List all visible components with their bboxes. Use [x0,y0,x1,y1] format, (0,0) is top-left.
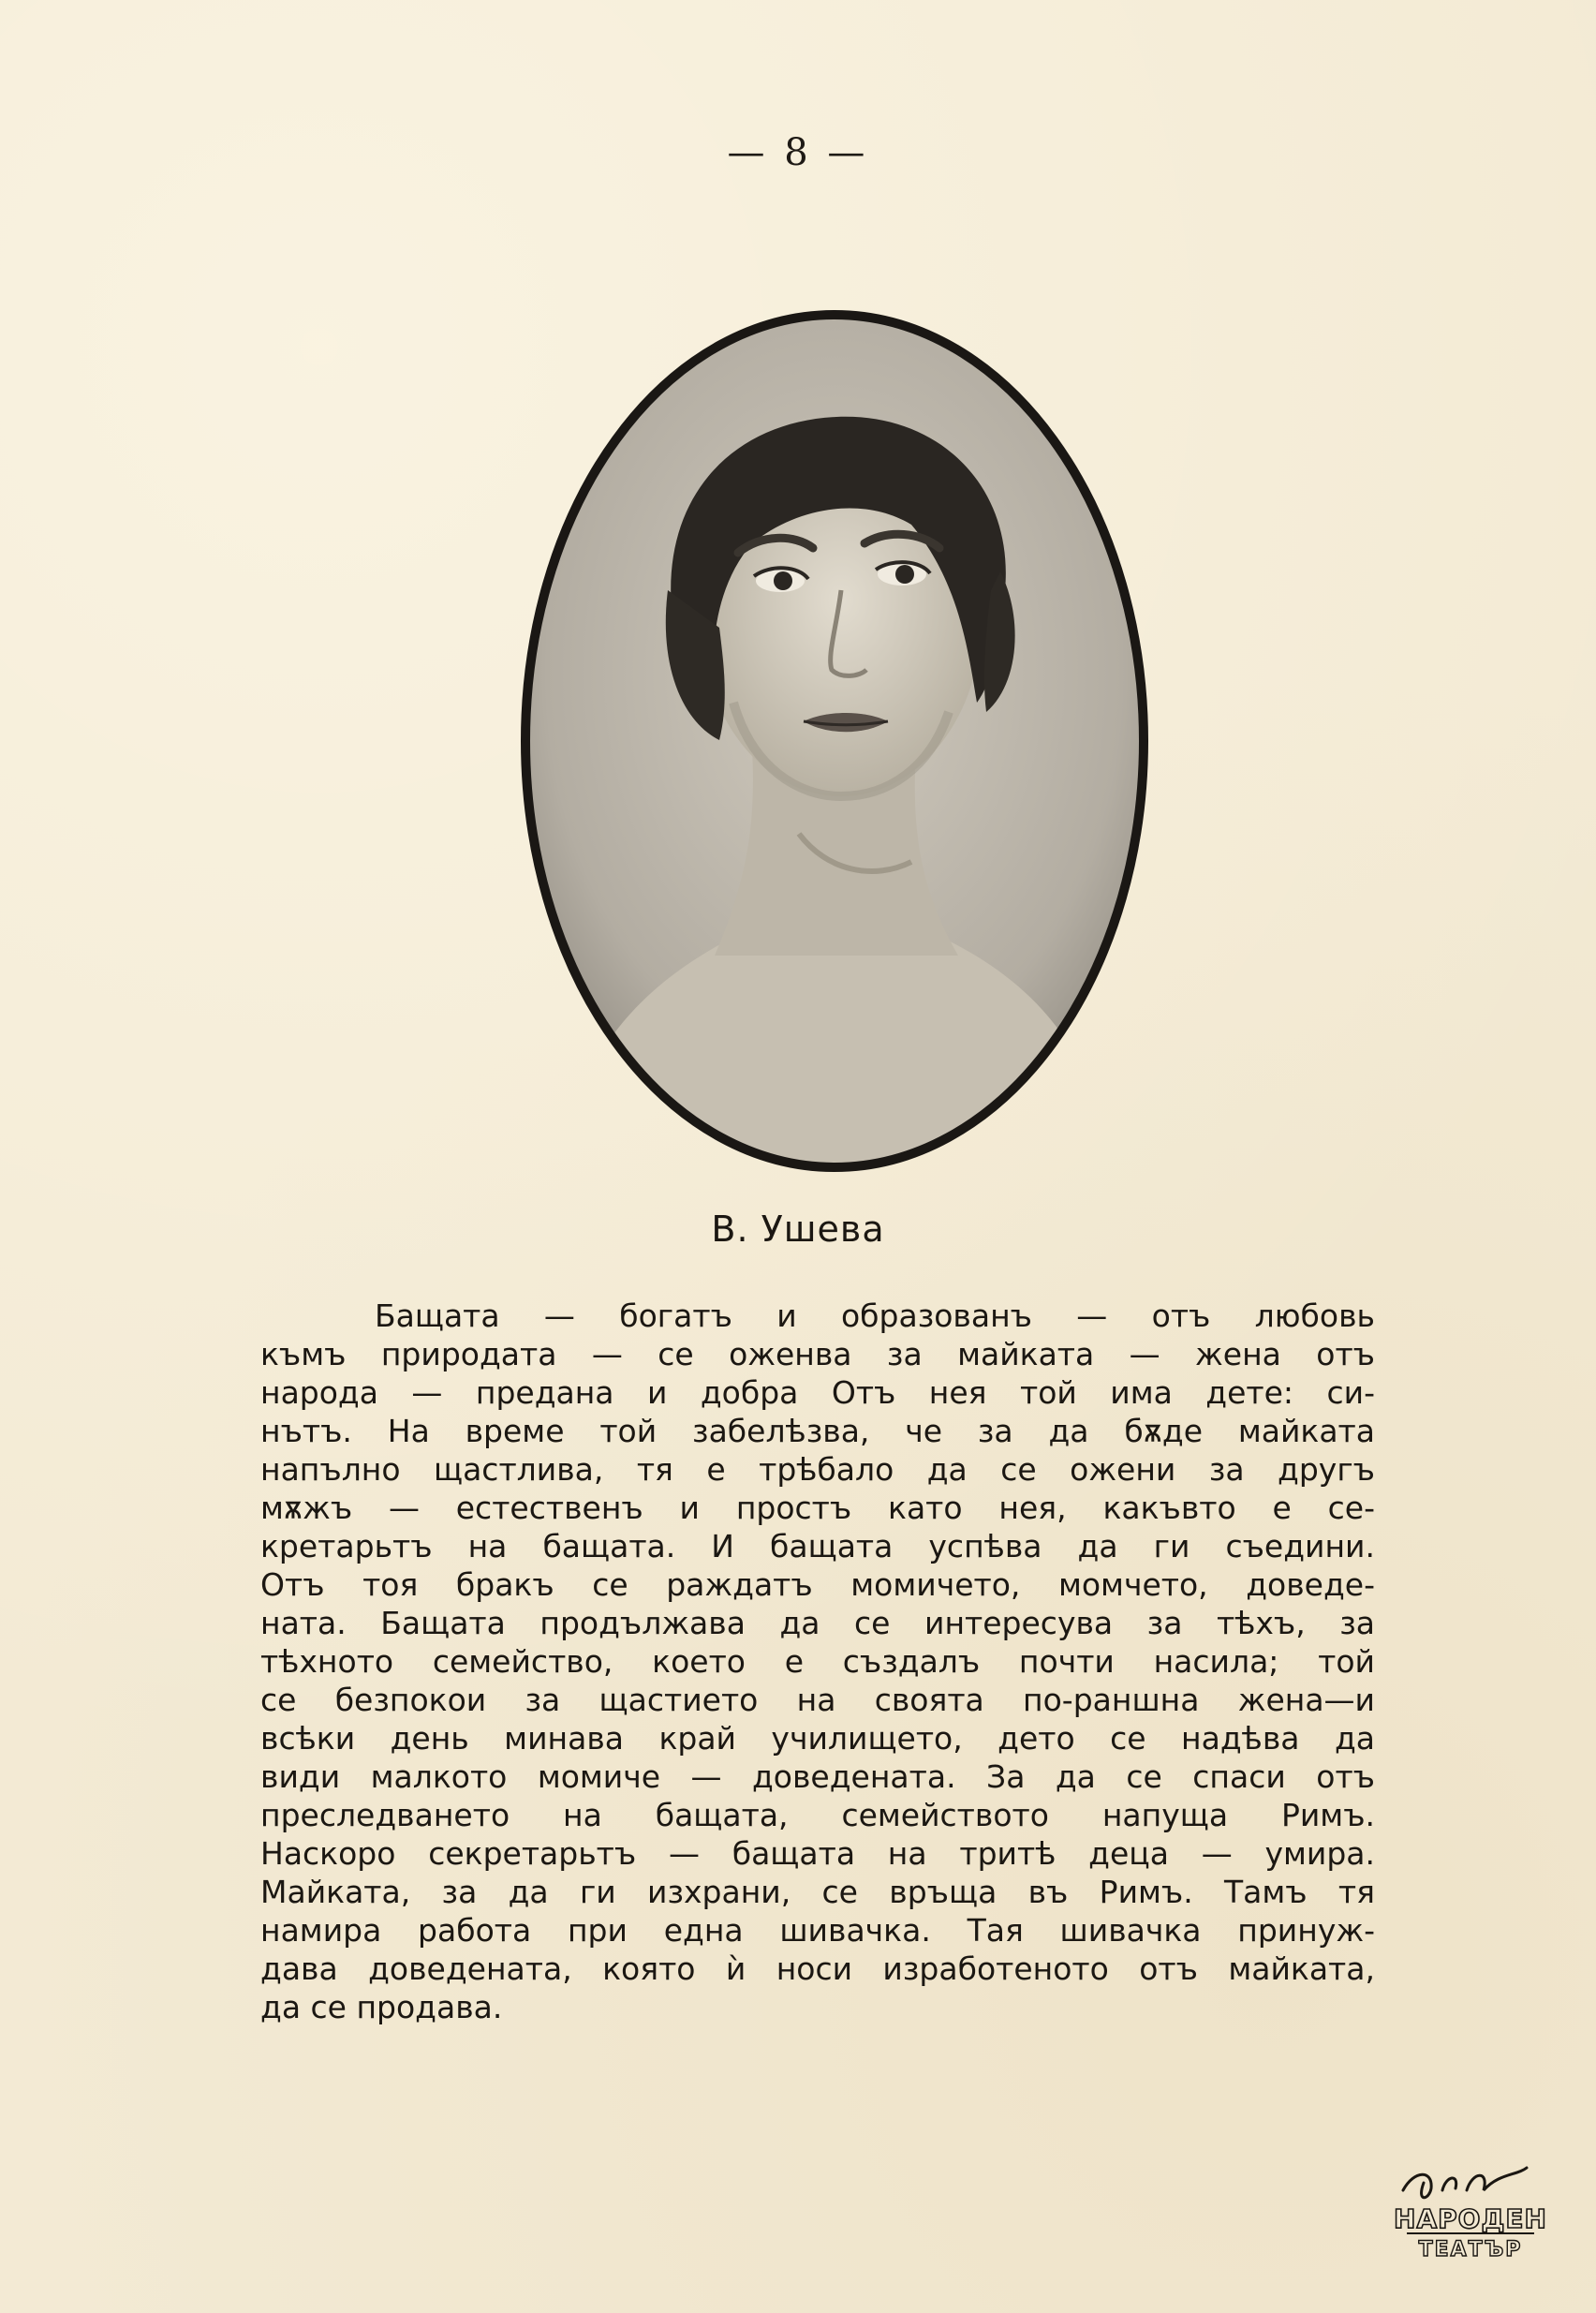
text-line: Отъ тоя бракъ се раждатъ момичето, момчето, доведе- [260,1566,1375,1603]
stamp-icon [1386,2162,1555,2265]
text-line: да се продава. [260,1989,503,2025]
text-line: нътъ. На време той забелѣзва, че за да бѫде майката [260,1413,1375,1449]
text-line: мѫжъ — естественъ и простъ като нея, какъвто е се- [260,1490,1375,1526]
portrait-image [518,309,1151,1174]
portrait-caption: В. Ушева [711,1208,885,1250]
text-line: къмъ природата — се оженва за майката — жена отъ [260,1336,1375,1372]
text-line: ната. Бащата продължава да се интересува за тѣхъ, за [260,1605,1375,1641]
text-line: Наскоро секретарьтъ — бащата на тритѣ деца — умира. [260,1835,1375,1872]
text-line: напълно щастлива, тя е трѣбало да се ожени за другъ [260,1451,1375,1488]
text-line: тѣхното семейство, което е създалъ почти насила; той [260,1643,1375,1680]
text-line: види малкото момиче — доведената. За да се спаси отъ [260,1758,1375,1795]
text-line: намира работа при една шивачка. Тая шивачка принуж- [260,1912,1375,1949]
page-number: — 8 — [727,131,869,174]
body-paragraph [260,1297,1375,2026]
text-line: преследването на бащата, семейството напуща Римъ. [260,1797,1375,1833]
theatre-stamp-logo [1386,2162,1555,2265]
svg-text:ТЕАТЪР: ТЕАТЪР [1418,2238,1523,2261]
text-line: дава доведената, която ѝ носи изработеното отъ майката, [260,1950,1375,1987]
text-line: кретарьтъ на бащата. И бащата успѣва да ги съедини. [260,1528,1375,1564]
portrait-photo [518,309,1151,1174]
text-line: всѣки день минава край училището, дето се надѣва да [260,1720,1375,1757]
text-line: народа — предана и добра Отъ нея той има дете: си- [260,1374,1375,1411]
text-line: се безпокои за щастието на своята по-раншна жена—и [260,1682,1375,1718]
text-line: Бащата — богатъ и образованъ — отъ любовь [375,1297,1375,1334]
text-line: Майката, за да ги изхрани, се връща въ Римъ. Тамъ тя [260,1874,1375,1910]
svg-text:НАРОДЕН: НАРОДЕН [1394,2203,1547,2234]
